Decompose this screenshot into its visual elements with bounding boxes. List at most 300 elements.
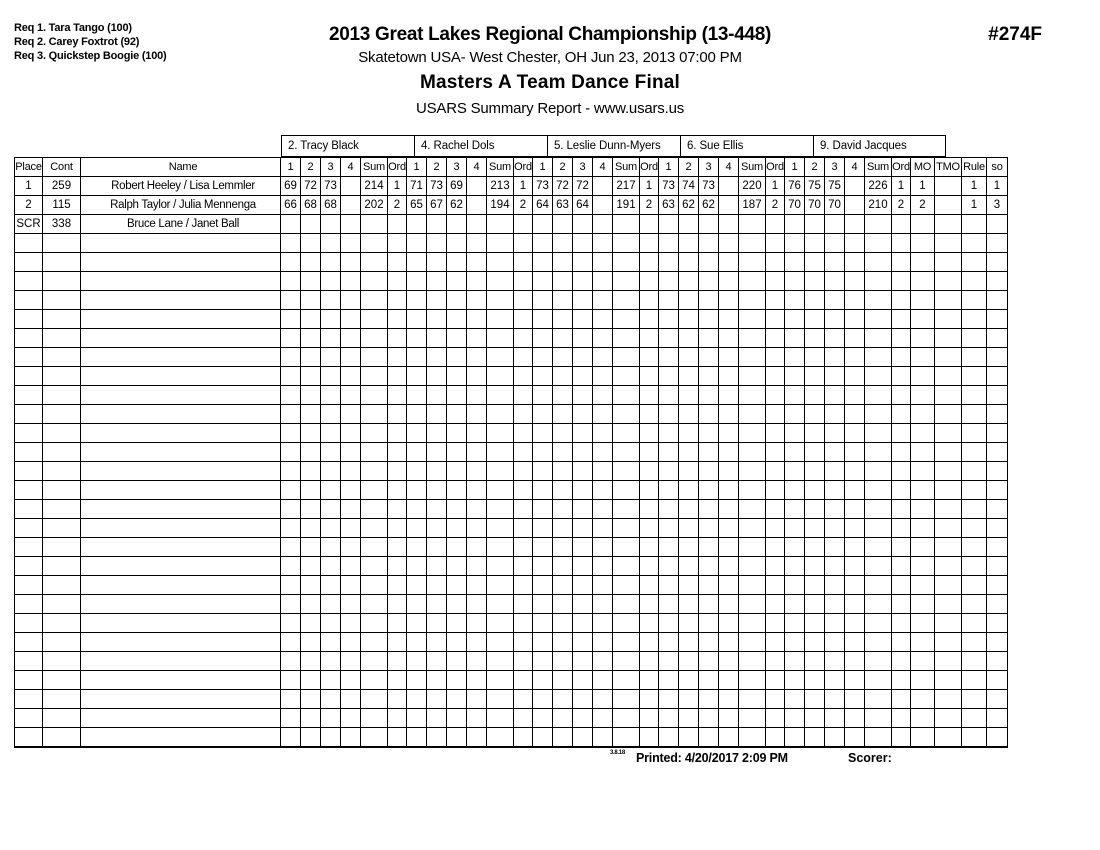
cell-j4-s1: 63 [659,196,679,215]
table-row[interactable] [15,196,1008,215]
cell-j3-s2 [553,329,573,348]
cell-j2-sum [487,405,514,424]
cell-j4-s3 [699,348,719,367]
col-header-j3-score2: 2 [553,158,573,177]
cell-j4-s4 [719,367,739,386]
cell-j3-s2 [553,272,573,291]
cell-so [987,462,1008,481]
cell-cont [43,500,81,519]
cell-j4-s3 [699,310,719,329]
cell-j5-s3 [825,253,845,272]
cell-j1-s3: 73 [321,177,341,196]
cell-j4-ord [766,443,785,462]
empty-table-row[interactable] [15,576,1008,595]
cell-j4-s1 [659,595,679,614]
cell-j5-s4 [845,595,865,614]
cell-j5-s2: 75 [805,177,825,196]
cell-j5-s2 [805,519,825,538]
cell-j1-s4 [341,253,361,272]
cell-so [987,329,1008,348]
cell-j5-s2 [805,215,825,234]
cell-place [15,728,43,747]
cell-j1-s4 [341,443,361,462]
cell-j1-s2 [301,557,321,576]
cell-mo [911,595,935,614]
cell-j1-s2 [301,576,321,595]
cell-j3-s4 [593,215,613,234]
cell-j2-sum [487,576,514,595]
empty-table-row[interactable] [15,329,1008,348]
col-header-j1-score1: 1 [281,158,301,177]
report-subtitle: USARS Summary Report - www.usars.us [415,100,685,117]
cell-j5-s1 [785,272,805,291]
cell-j4-s2 [679,633,699,652]
col-header-j2-score3: 3 [447,158,467,177]
cell-j4-s3 [699,424,719,443]
cell-rule [962,329,987,348]
empty-table-row[interactable] [15,671,1008,690]
cell-j4-ord [766,272,785,291]
cell-so [987,614,1008,633]
cell-j1-sum [361,310,388,329]
cell-j5-ord [892,215,911,234]
cell-j2-s3: 69 [447,177,467,196]
cell-j3-sum [613,310,640,329]
empty-table-row[interactable] [15,310,1008,329]
cell-j1-s1 [281,329,301,348]
cell-j1-s4 [341,348,361,367]
cell-j5-sum: 210 [865,196,892,215]
cell-j1-ord [388,291,407,310]
cell-j1-ord [388,424,407,443]
cell-rule [962,348,987,367]
empty-table-row[interactable] [15,481,1008,500]
cell-j3-s3 [573,500,593,519]
cell-j2-s4 [467,500,487,519]
cell-j5-s3 [825,595,845,614]
cell-j4-s2 [679,234,699,253]
cell-j1-s4 [341,614,361,633]
cell-j1-s2 [301,652,321,671]
cell-j1-s2 [301,443,321,462]
empty-table-row[interactable] [15,614,1008,633]
cell-so [987,690,1008,709]
cell-j2-s4 [467,234,487,253]
cell-j2-s3 [447,481,467,500]
cell-j2-ord [514,690,533,709]
cell-j5-s4 [845,500,865,519]
cell-j2-s4 [467,386,487,405]
cell-j1-sum [361,576,388,595]
cell-j5-s2 [805,595,825,614]
cell-j5-s3 [825,462,845,481]
cell-j4-s1 [659,405,679,424]
cell-j4-ord [766,386,785,405]
cell-j4-s3 [699,595,719,614]
cell-j2-s4 [467,557,487,576]
cell-j1-s1 [281,709,301,728]
cell-j4-sum [739,386,766,405]
cell-rule [962,462,987,481]
cell-j1-sum [361,329,388,348]
cell-tmo [935,424,962,443]
cell-j2-s1 [407,310,427,329]
cell-j2-s3 [447,215,467,234]
cell-j5-sum [865,310,892,329]
empty-table-row[interactable] [15,443,1008,462]
cell-j1-s3 [321,671,341,690]
cell-j5-s1 [785,557,805,576]
empty-table-row[interactable] [15,405,1008,424]
cell-j3-s2 [553,234,573,253]
cell-j4-s1 [659,671,679,690]
col-header-j4-sum: Sum [739,158,766,177]
cell-j3-s2 [553,291,573,310]
cell-place [15,462,43,481]
cell-j2-s1 [407,367,427,386]
cell-j1-s1 [281,405,301,424]
cell-j5-s3 [825,291,845,310]
cell-j5-s4 [845,538,865,557]
cell-j3-sum [613,500,640,519]
cell-j5-ord [892,386,911,405]
cell-j3-s3 [573,481,593,500]
cell-j1-s3 [321,291,341,310]
table-row[interactable] [15,177,1008,196]
cell-j1-s3 [321,709,341,728]
col-header-rule: Rule [962,158,987,177]
cell-j4-s3 [699,576,719,595]
cell-j3-s3 [573,310,593,329]
cell-j4-ord [766,215,785,234]
cell-j4-s3 [699,481,719,500]
cell-rule [962,500,987,519]
cell-j5-ord [892,424,911,443]
empty-table-row[interactable] [15,595,1008,614]
cell-j1-s2 [301,310,321,329]
empty-table-row[interactable] [15,424,1008,443]
cell-j4-sum [739,462,766,481]
cell-j4-s2 [679,253,699,272]
cell-j2-s3 [447,557,467,576]
cell-name [81,690,281,709]
cell-j1-s1 [281,538,301,557]
cell-j3-s1 [533,576,553,595]
cell-j5-sum [865,557,892,576]
cell-j2-s1 [407,633,427,652]
cell-j1-sum [361,462,388,481]
cell-j2-s3 [447,595,467,614]
empty-table-row[interactable] [15,367,1008,386]
cell-j3-s2 [553,519,573,538]
cell-j1-s3 [321,538,341,557]
cell-j5-s1 [785,500,805,519]
cell-j3-s3 [573,462,593,481]
cell-j2-s3 [447,291,467,310]
cell-j3-s3 [573,367,593,386]
cell-j2-s4 [467,291,487,310]
empty-table-row[interactable] [15,633,1008,652]
cell-j1-s1 [281,557,301,576]
cell-j5-ord: 1 [892,177,911,196]
empty-table-row[interactable] [15,291,1008,310]
cell-j4-sum [739,633,766,652]
cell-j4-s3 [699,538,719,557]
cell-j2-s2 [427,709,447,728]
cell-so [987,348,1008,367]
cell-j4-ord [766,253,785,272]
cell-j2-sum [487,443,514,462]
cell-j4-s2 [679,500,699,519]
cell-j4-s4 [719,462,739,481]
empty-table-row[interactable] [15,690,1008,709]
cell-cont [43,633,81,652]
cell-j5-ord [892,500,911,519]
cell-j1-sum [361,443,388,462]
cell-j5-sum [865,576,892,595]
cell-j3-s3 [573,538,593,557]
cell-j1-sum [361,424,388,443]
cell-j3-sum [613,424,640,443]
cell-place [15,595,43,614]
empty-table-row[interactable] [15,519,1008,538]
cell-j3-s2 [553,728,573,747]
cell-j4-s2 [679,405,699,424]
cell-j2-s3 [447,386,467,405]
cell-place [15,500,43,519]
empty-table-row[interactable] [15,253,1008,272]
cell-name [81,728,281,747]
cell-j1-ord [388,595,407,614]
cell-mo: 1 [911,177,935,196]
cell-j5-sum [865,462,892,481]
cell-j2-s3 [447,272,467,291]
cell-j1-s3 [321,234,341,253]
cell-mo [911,253,935,272]
cell-j5-sum [865,538,892,557]
cell-cont [43,405,81,424]
cell-j4-ord: 2 [766,196,785,215]
cell-j3-s1 [533,614,553,633]
col-header-j2-sum: Sum [487,158,514,177]
cell-j5-s4 [845,215,865,234]
col-header-j1-ord: Ord [388,158,407,177]
cell-j3-s4 [593,234,613,253]
cell-j1-s4 [341,367,361,386]
cell-j4-ord [766,652,785,671]
cell-j3-sum [613,215,640,234]
cell-j1-s3 [321,576,341,595]
cell-j1-s3 [321,557,341,576]
cell-j3-s4 [593,614,613,633]
cell-j3-ord [640,500,659,519]
cell-j3-s1 [533,557,553,576]
empty-table-row[interactable] [15,462,1008,481]
cell-j4-sum [739,614,766,633]
cell-rule [962,728,987,747]
cell-j4-s4 [719,424,739,443]
cell-so [987,576,1008,595]
cell-j3-s1 [533,234,553,253]
cell-j4-s1 [659,728,679,747]
cell-j2-sum [487,367,514,386]
cell-j2-s3 [447,234,467,253]
cell-j5-s1 [785,690,805,709]
cell-so [987,291,1008,310]
col-header-j5-score1: 1 [785,158,805,177]
cell-j4-s4 [719,310,739,329]
cell-j5-ord [892,405,911,424]
cell-j3-s2 [553,215,573,234]
cell-j5-s3 [825,215,845,234]
cell-cont [43,652,81,671]
cell-j4-sum [739,652,766,671]
cell-j5-s4 [845,329,865,348]
cell-j1-sum [361,367,388,386]
cell-j3-ord [640,595,659,614]
cell-j2-ord [514,253,533,272]
cell-j1-s4 [341,595,361,614]
empty-table-row[interactable] [15,234,1008,253]
cell-j2-sum [487,310,514,329]
cell-rule [962,652,987,671]
cell-j2-ord [514,633,533,652]
cell-j4-s2 [679,215,699,234]
empty-table-row[interactable] [15,386,1008,405]
cell-j5-s3 [825,443,845,462]
cell-j1-s2 [301,462,321,481]
cell-j1-s4 [341,671,361,690]
cell-j1-s2 [301,595,321,614]
cell-j5-s3 [825,386,845,405]
empty-table-row[interactable] [15,652,1008,671]
cell-j3-s3: 64 [573,196,593,215]
cell-place [15,405,43,424]
cell-j2-s4 [467,519,487,538]
cell-j3-s3 [573,215,593,234]
cell-j1-ord [388,614,407,633]
cell-j5-s2 [805,576,825,595]
cell-j1-s4 [341,196,361,215]
empty-table-row[interactable] [15,348,1008,367]
cell-j2-sum: 213 [487,177,514,196]
cell-j2-ord [514,367,533,386]
cell-j3-s1 [533,633,553,652]
cell-cont [43,481,81,500]
cell-tmo [935,234,962,253]
header-row [15,158,1008,177]
cell-rule [962,272,987,291]
cell-j5-s3 [825,576,845,595]
cell-j4-s1 [659,633,679,652]
cell-name [81,614,281,633]
cell-j5-s3 [825,652,845,671]
cell-rule [962,595,987,614]
cell-j5-s3 [825,557,845,576]
cell-j5-s4 [845,291,865,310]
table-body [15,177,1008,747]
cell-j5-s1 [785,367,805,386]
cell-j2-ord: 2 [514,196,533,215]
cell-j3-sum [613,253,640,272]
cell-j2-s1 [407,424,427,443]
cell-j5-s1 [785,234,805,253]
col-header-j4-score1: 1 [659,158,679,177]
cell-j1-s4 [341,519,361,538]
cell-place [15,652,43,671]
empty-table-row[interactable] [15,728,1008,747]
cell-so [987,253,1008,272]
col-header-cont: Cont [43,158,81,177]
empty-table-row[interactable] [15,557,1008,576]
cell-j5-sum [865,728,892,747]
cell-j1-ord [388,386,407,405]
table-row[interactable] [15,215,1008,234]
cell-j3-sum [613,462,640,481]
cell-j1-s1 [281,253,301,272]
cell-j3-sum [613,367,640,386]
cell-j4-s2 [679,595,699,614]
cell-j3-ord: 2 [640,196,659,215]
cell-mo [911,424,935,443]
empty-table-row[interactable] [15,272,1008,291]
cell-j4-ord [766,576,785,595]
cell-j1-sum [361,690,388,709]
cell-j1-sum [361,272,388,291]
empty-table-row[interactable] [15,500,1008,519]
cell-j2-s1 [407,538,427,557]
empty-table-row[interactable] [15,538,1008,557]
cell-j3-s4 [593,595,613,614]
cell-mo [911,443,935,462]
cell-j2-s1 [407,671,427,690]
cell-j5-sum [865,367,892,386]
cell-j5-s4 [845,614,865,633]
cell-j3-s4 [593,348,613,367]
cell-j5-s3 [825,234,845,253]
cell-mo [911,329,935,348]
col-header-j4-score2: 2 [679,158,699,177]
cell-name [81,424,281,443]
cell-j4-s4 [719,690,739,709]
cell-mo [911,709,935,728]
cell-j3-s4 [593,291,613,310]
cell-j5-s2 [805,690,825,709]
cell-j1-sum [361,500,388,519]
cell-j2-s3 [447,462,467,481]
empty-table-row[interactable] [15,709,1008,728]
cell-j5-s2 [805,367,825,386]
cell-j4-sum [739,348,766,367]
cell-j3-s4 [593,443,613,462]
cell-j4-s2 [679,291,699,310]
cell-place [15,709,43,728]
cell-j1-sum [361,481,388,500]
cell-j3-s3 [573,614,593,633]
cell-j3-s1 [533,405,553,424]
cell-so [987,367,1008,386]
cell-j4-ord [766,614,785,633]
cell-j2-s1 [407,443,427,462]
cell-j5-s4 [845,253,865,272]
cell-j3-s2 [553,481,573,500]
cell-name [81,557,281,576]
cell-j1-s3 [321,728,341,747]
col-header-j1-score4: 4 [341,158,361,177]
cell-j1-s1 [281,272,301,291]
cell-j1-s1 [281,576,301,595]
cell-j5-s2 [805,614,825,633]
